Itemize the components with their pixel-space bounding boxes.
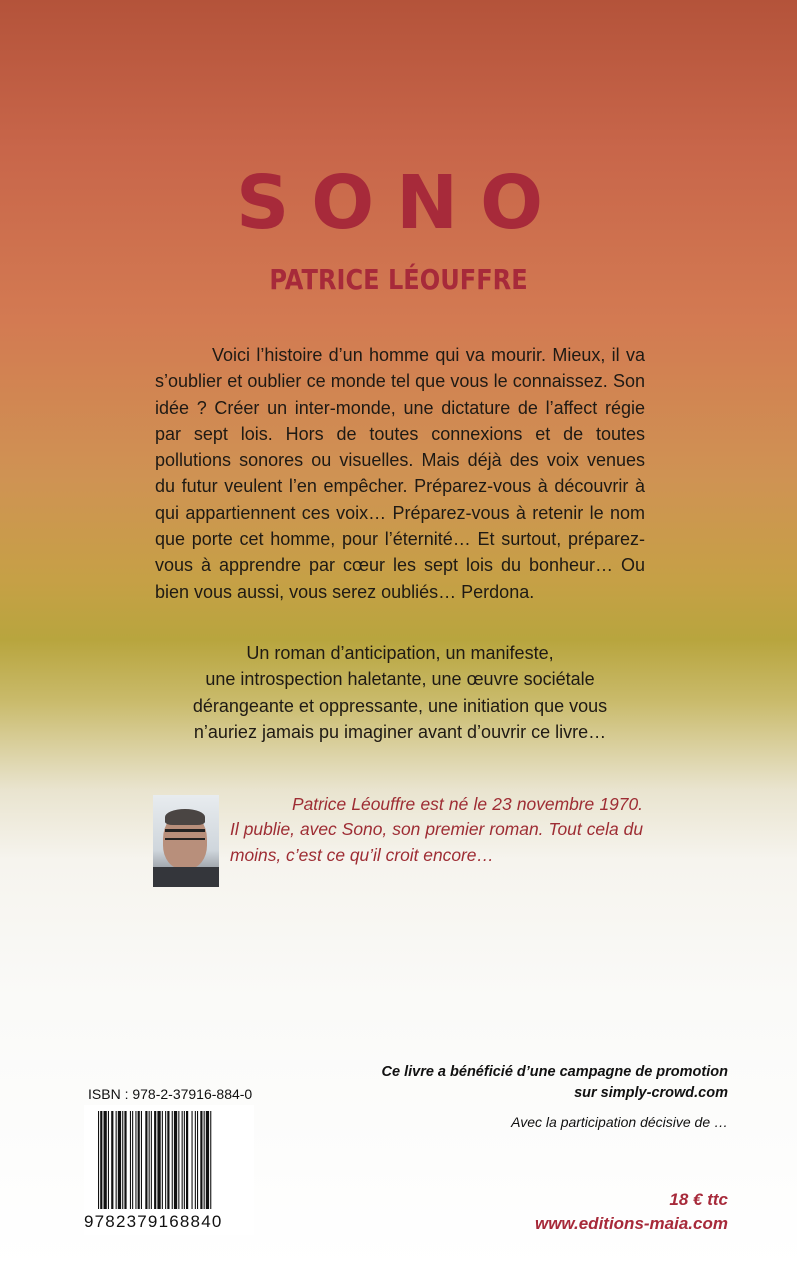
tagline-line: Un roman d’anticipation, un manifeste, bbox=[246, 643, 554, 663]
barcode-bar bbox=[138, 1111, 140, 1209]
barcode-bar bbox=[192, 1111, 193, 1209]
barcode-bar bbox=[149, 1111, 150, 1209]
promo-note bbox=[382, 1062, 728, 1104]
barcode-bar bbox=[162, 1111, 163, 1209]
promo-line: sur simply-crowd.com bbox=[574, 1085, 728, 1101]
barcode-bar bbox=[135, 1111, 136, 1209]
tagline-line: dérangeante et oppressante, une initiation que vous bbox=[192, 695, 608, 716]
participation-note: Avec la participation décisive de … bbox=[511, 1114, 728, 1130]
barcode-bar bbox=[174, 1111, 177, 1209]
barcode-bar bbox=[197, 1111, 198, 1209]
author-name: PATRICE LÉOUFFRE bbox=[269, 263, 528, 296]
tagline-line: une introspection haletante, une œuvre sociétale bbox=[205, 669, 595, 690]
barcode-bar bbox=[157, 1111, 160, 1209]
publisher-website[interactable]: www.editions-maia.com bbox=[534, 1214, 728, 1233]
barcode-bar bbox=[132, 1111, 133, 1209]
isbn-label: ISBN : 978-2-37916-884-0 bbox=[88, 1086, 253, 1102]
barcode-bar bbox=[172, 1111, 173, 1209]
barcode-bar bbox=[151, 1111, 152, 1209]
barcode-bar bbox=[178, 1111, 179, 1209]
barcode-bar bbox=[116, 1111, 117, 1209]
tagline bbox=[120, 640, 680, 745]
barcode-bar bbox=[104, 1111, 107, 1209]
author-photo-shirt bbox=[153, 867, 219, 887]
barcode-bar bbox=[108, 1111, 109, 1209]
barcode-bar bbox=[122, 1111, 123, 1209]
barcode-bar bbox=[210, 1111, 211, 1209]
promo-line: Ce livre a bénéficié d’une campagne de promotion bbox=[381, 1064, 728, 1080]
barcode-bar bbox=[111, 1111, 113, 1209]
barcode-bar bbox=[195, 1111, 196, 1209]
barcode-bar bbox=[145, 1111, 147, 1209]
author-photo-hair bbox=[165, 809, 205, 825]
barcode-bar bbox=[184, 1111, 185, 1209]
barcode-bar bbox=[186, 1111, 188, 1209]
tagline-line: n’auriez jamais pu imaginer avant d’ouvrir ce livre… bbox=[193, 721, 607, 742]
barcode-bar bbox=[118, 1111, 121, 1209]
book-title: SONO bbox=[235, 160, 566, 246]
barcode-bar bbox=[130, 1111, 131, 1209]
barcode-bar bbox=[204, 1111, 205, 1209]
author-photo bbox=[153, 795, 219, 887]
barcode-bar bbox=[200, 1111, 202, 1209]
barcode-bar bbox=[182, 1111, 183, 1209]
author-bio: Patrice Léouffre est né le 23 novembre 1970. Il publie, avec Sono, son premier roman. Tout cela du moins, c’est ce qu’il croit encore… bbox=[230, 794, 643, 865]
barcode-bar bbox=[124, 1111, 126, 1209]
barcode-bars bbox=[84, 1105, 254, 1213]
price-block bbox=[535, 1188, 728, 1236]
barcode-digits: 9782379168840 bbox=[84, 1212, 223, 1231]
author-photo-glasses bbox=[165, 829, 205, 840]
barcode-bar bbox=[154, 1111, 156, 1209]
barcode-bar bbox=[165, 1111, 166, 1209]
barcode-bar bbox=[206, 1111, 209, 1209]
barcode-bar bbox=[98, 1111, 99, 1209]
barcode-bar bbox=[141, 1111, 142, 1209]
price: 18 € ttc bbox=[669, 1190, 728, 1209]
blurb-paragraph: Voici l’histoire d’un homme qui va mourir. Mieux, il va s’oublier et oublier ce monde tel que vous le connaissez. Son idée ? Créer un inter-monde, une dictature de l’affect régie par sept lois. Hors de toutes connexions et de toutes pollutions sonores ou visuelles. Mais déjà des voix venues du futur veulent l’en empêcher. Préparez-vous à découvrir à qui appartiennent ces voix… Préparez-vous à retenir le nom que porte cet homme, pour l’éternité… Et surtout, préparez-vous à apprendre par cœur les sept lois du bonheur… Ou bien vous aussi, vous serez oubliés… Perdona. bbox=[155, 345, 645, 602]
barcode-bar bbox=[100, 1111, 102, 1209]
barcode-bar bbox=[167, 1111, 169, 1209]
